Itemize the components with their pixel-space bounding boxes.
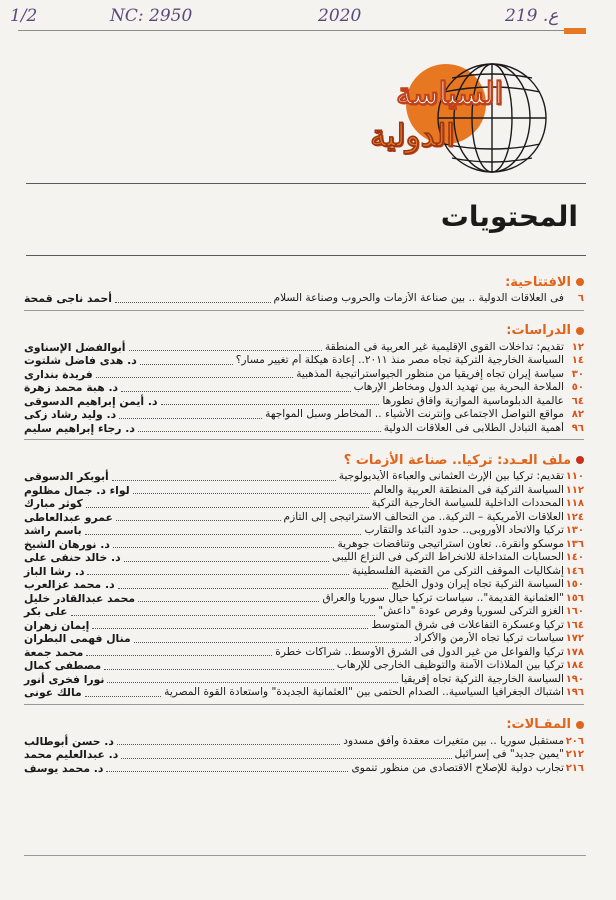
- handwritten-nc-number: NC: 2950: [110, 6, 193, 26]
- article-title: تقديم: تداخلات القوى الإقليمية غير العربية فى المنطقة: [324, 340, 564, 353]
- article-author: مالك عونى: [24, 686, 82, 699]
- page-number: ٩٦: [571, 422, 584, 434]
- dot-leader: [133, 486, 371, 494]
- page-number: ١١٢: [565, 484, 584, 496]
- page-number: ١٧٢: [565, 633, 584, 644]
- article-author: مصطفى كمال: [24, 659, 102, 672]
- section-heading-text: المقـالات:: [506, 717, 571, 732]
- page-number: ٦: [577, 293, 584, 304]
- section-heading: [24, 321, 584, 341]
- article-author: د. عبدالعليم محمد: [24, 748, 119, 761]
- dot-leader: [86, 500, 369, 508]
- article-title: مستقبل سوريا .. بين متغيرات معقدة وأفق مسدود: [343, 734, 564, 747]
- toc-entry[interactable]: [24, 551, 584, 565]
- article-author: فريدة بندارى: [24, 367, 93, 381]
- article-author: محمد جمعة: [24, 645, 84, 659]
- toc-entry[interactable]: [24, 395, 584, 409]
- dot-leader: [121, 751, 451, 759]
- toc-entry[interactable]: [24, 762, 584, 776]
- article-title: مواقع التواصل الاجتماعى وإنترنت الأشياء .. المخاطر وسبل المواجهة: [265, 408, 564, 420]
- page-number: ١١٨: [565, 498, 584, 509]
- toc-entry[interactable]: [24, 578, 584, 592]
- dot-leader: [87, 567, 348, 575]
- toc-entry[interactable]: [24, 524, 584, 538]
- dot-leader: [113, 540, 335, 548]
- article-title: تركيا وعسكرة التفاعلات فى شرق المتوسط: [371, 618, 564, 631]
- article-author: د. محمد عزالعرب: [24, 578, 115, 591]
- dot-leader: [115, 295, 271, 303]
- page-number: ١٩٠: [565, 673, 584, 685]
- article-title: "العثمانية القديمة".. سياسات تركيا حيال سوريا والعراق: [322, 591, 564, 604]
- article-author: أحمد ناجى قمحة: [24, 292, 112, 305]
- dot-leader: [107, 675, 397, 683]
- toc-entry[interactable]: [24, 408, 584, 422]
- page-number: ١٤٦: [565, 565, 584, 577]
- toc-entry[interactable]: [24, 422, 584, 436]
- toc-entry[interactable]: [24, 341, 584, 355]
- page-number: ١٦٤: [565, 619, 584, 631]
- page-number: ١٣٠: [565, 525, 584, 536]
- dot-leader: [116, 513, 281, 521]
- toc-section: [24, 450, 584, 705]
- page-number: ١٥٠: [565, 579, 584, 590]
- dot-leader: [86, 648, 272, 656]
- handwritten-year: 2020: [318, 6, 362, 26]
- logo-wordmark-line2: الدولية: [370, 118, 455, 154]
- section-heading-text: الافتتاحية:: [505, 274, 571, 290]
- toc-entry[interactable]: [24, 292, 584, 306]
- article-title: عالمية الدبلوماسية الموازية وآفاق تطورها: [382, 394, 564, 407]
- page-number: ١٥٦: [565, 592, 584, 604]
- toc-entry[interactable]: [24, 659, 584, 673]
- article-title: السياسة التركية تجاه إيران ودول الخليج: [391, 578, 564, 590]
- article-author: د. هبة محمد زهرة: [24, 381, 119, 394]
- page-title: المحتويات: [440, 200, 578, 233]
- page-number: ٦٤: [571, 395, 584, 407]
- dot-leader: [121, 384, 351, 392]
- dot-leader: [118, 581, 389, 589]
- toc-entry[interactable]: [24, 735, 584, 749]
- dot-leader: [112, 473, 336, 481]
- article-title: تجارب دولية للإصلاح الاقتصادى من منظور تنموى: [351, 761, 564, 774]
- toc-entry[interactable]: [24, 381, 584, 395]
- dot-leader: [85, 527, 362, 535]
- article-author: د. رجاء إبراهيم سليم: [24, 421, 135, 435]
- article-author: محمد عبدالقادر خليل: [24, 591, 136, 605]
- article-author: نورا فخرى أنور: [24, 672, 105, 686]
- article-title: سياسة إيران تجاه إفريقيا من منظور الجيواستراتيجية المذهبية: [296, 367, 564, 380]
- page-number: ٨٢: [571, 409, 584, 420]
- dot-leader: [92, 621, 368, 629]
- article-title: السياسة الخارجية التركية تجاه إفريقيا: [400, 672, 564, 685]
- dot-leader: [134, 635, 411, 643]
- dot-leader: [129, 343, 322, 351]
- dot-leader: [71, 608, 376, 616]
- article-author: باسم راشد: [24, 524, 82, 537]
- page-number: ٢١٦: [565, 762, 584, 774]
- page-number: ٣٠: [571, 368, 584, 380]
- toc-section: [24, 715, 584, 776]
- article-title: تركيا والفواعل من غير الدول فى الشرق الأوسط.. شراكات خطرة: [275, 645, 564, 658]
- handwritten-reference: 219 .ع: [505, 6, 559, 26]
- article-author: كوثر مبارك: [24, 497, 83, 510]
- bullet-icon: [576, 721, 584, 729]
- article-title: إشكاليات الموقف التركى من القضية الفلسطينية: [351, 564, 564, 577]
- section-heading-text: ملف العـدد: تركيا.. صناعة الأزمات ؟: [343, 452, 571, 468]
- dot-leader: [161, 397, 380, 405]
- article-author: د. حسن أبوطالب: [24, 734, 114, 748]
- bullet-icon: [576, 278, 584, 286]
- article-author: عمرو عبدالعاطى: [24, 510, 113, 524]
- article-author: منال فهمى البطران: [24, 632, 131, 645]
- article-title: المحددات الداخلية للسياسة الخارجية التركية: [371, 497, 564, 509]
- section-divider: [24, 439, 584, 440]
- toc-entry[interactable]: [24, 673, 584, 687]
- toc-entry[interactable]: [24, 354, 584, 368]
- article-author: د. خالد حنفى على: [24, 551, 121, 564]
- toc-entry[interactable]: [24, 511, 584, 525]
- article-author: د. نورهان الشيخ: [24, 537, 110, 551]
- dot-leader: [106, 764, 348, 772]
- page-number: ١٧٨: [565, 646, 584, 658]
- toc-entry[interactable]: [24, 565, 584, 579]
- dot-leader: [119, 411, 262, 419]
- article-author: د. أيمن إبراهيم الدسوقى: [24, 394, 158, 408]
- toc-entry[interactable]: [24, 686, 584, 700]
- dot-leader: [140, 357, 233, 365]
- page-number: ١٤٠: [565, 552, 584, 563]
- section-heading: [24, 450, 584, 470]
- section-heading: [24, 715, 584, 735]
- top-divider: [18, 30, 586, 31]
- title-divider: [26, 255, 586, 256]
- article-title: تركيا بين الملاذات الآمنة والتوظيف الخارجى للإرهاب: [336, 659, 564, 671]
- toc-entry[interactable]: [24, 497, 584, 511]
- page-number: ٥٠: [571, 382, 584, 393]
- page-number: ١٢: [571, 341, 584, 353]
- toc-entry[interactable]: [24, 368, 584, 382]
- article-title: الحسابات المتداخلة للانخراط التركى فى النزاع الليبى: [331, 551, 564, 563]
- dot-leader: [124, 554, 329, 562]
- article-author: د. هدى فاضل شلتوت: [24, 354, 137, 367]
- article-author: إيمان زهران: [24, 618, 90, 632]
- header-divider: [26, 183, 586, 184]
- page-number: ١٢٤: [565, 511, 584, 523]
- toc-entry[interactable]: [24, 632, 584, 646]
- toc-entry[interactable]: [24, 484, 584, 498]
- section-heading: [24, 272, 584, 292]
- page-number: ١٣٦: [565, 538, 584, 550]
- page-number: ١٨٤: [565, 660, 584, 671]
- toc-entry[interactable]: [24, 592, 584, 606]
- handwritten-volume: 1/2: [10, 6, 38, 26]
- article-author: أبوالفضل الإسناوى: [24, 340, 126, 354]
- article-title: أهمية التبادل الطلابى فى العلاقات الدولية: [383, 421, 564, 434]
- article-title: تركيا والاتحاد الأوروبى.. حدود التباعد والتقارب: [364, 524, 564, 536]
- footer-divider: [24, 855, 586, 856]
- page-number: ١٩٦: [565, 687, 584, 698]
- article-title: "يمين جديد" فى إسرائيل: [454, 748, 564, 760]
- article-author: د. محمد يوسف: [24, 761, 104, 775]
- article-author: أبوبكر الدسوقى: [24, 470, 109, 483]
- page-number: ١٤: [571, 355, 584, 366]
- article-title: موسكو وأنقرة.. تعاون استراتيجى وتناقضات جوهرية: [337, 537, 564, 550]
- toc-section: [24, 321, 584, 441]
- article-author: د. رشا الباز: [24, 564, 85, 578]
- bullet-icon: [576, 327, 584, 335]
- article-title: الملاحة البحرية بين تهديد الدول ومخاطر الإرهاب: [353, 381, 564, 393]
- toc-entry[interactable]: [24, 646, 584, 660]
- page-number: ١١٠: [565, 471, 584, 482]
- article-author: د. وليد رشاد زكى: [24, 408, 117, 421]
- article-title: السياسة التركية فى المنطقة العربية والعالم: [373, 483, 564, 496]
- article-title: السياسة الخارجية التركية تجاه مصر منذ ٢٠١١.. إعادة هيكلة أم تغيير مسار؟: [235, 354, 564, 366]
- toc-entry[interactable]: [24, 470, 584, 484]
- toc-entry[interactable]: [24, 538, 584, 552]
- bullet-icon: [576, 456, 584, 464]
- orange-corner-tab: [564, 28, 586, 34]
- article-title: اشتباك الجغرافيا السياسية.. الصدام الحتمى بين "العثمانية الجديدة" واستعادة القوة المصرية: [164, 686, 564, 698]
- article-title: فى العلاقات الدولية .. بين صناعة الأزمات والحروب وصناعة السلام: [273, 292, 564, 304]
- table-of-contents: [24, 272, 584, 785]
- toc-entry[interactable]: [24, 619, 584, 633]
- page-number: ١٦٠: [565, 606, 584, 617]
- page-number: ٢١٢: [565, 749, 584, 760]
- dot-leader: [138, 594, 319, 602]
- page-number: ٢٠٦: [565, 735, 584, 747]
- article-title: تقديم: تركيا بين الإرث العثمانى والعباءة الأيديولوجية: [338, 470, 564, 482]
- section-divider: [24, 704, 584, 705]
- dot-leader: [85, 689, 161, 697]
- section-divider: [24, 310, 584, 311]
- toc-entry[interactable]: [24, 748, 584, 762]
- toc-entry[interactable]: [24, 605, 584, 619]
- logo-wordmark-line1: السياسة: [396, 76, 504, 112]
- section-heading-text: الدراسات:: [506, 323, 571, 338]
- article-title: سياسات تركيا تجاه الأرمن والأكراد: [413, 632, 564, 644]
- dot-leader: [138, 424, 381, 432]
- article-author: على بكر: [24, 605, 68, 618]
- article-title: العلاقات الأمريكية – التركية.. من التحالف الاستراتيجى إلى التأزم: [283, 510, 564, 523]
- dot-leader: [117, 737, 340, 745]
- article-title: الغزو التركى لسوريا وفرص عودة "داعش": [378, 605, 564, 617]
- dot-leader: [96, 370, 293, 378]
- toc-section: [24, 272, 584, 311]
- dot-leader: [104, 662, 334, 670]
- article-author: لواء د. جمال مظلوم: [24, 483, 130, 497]
